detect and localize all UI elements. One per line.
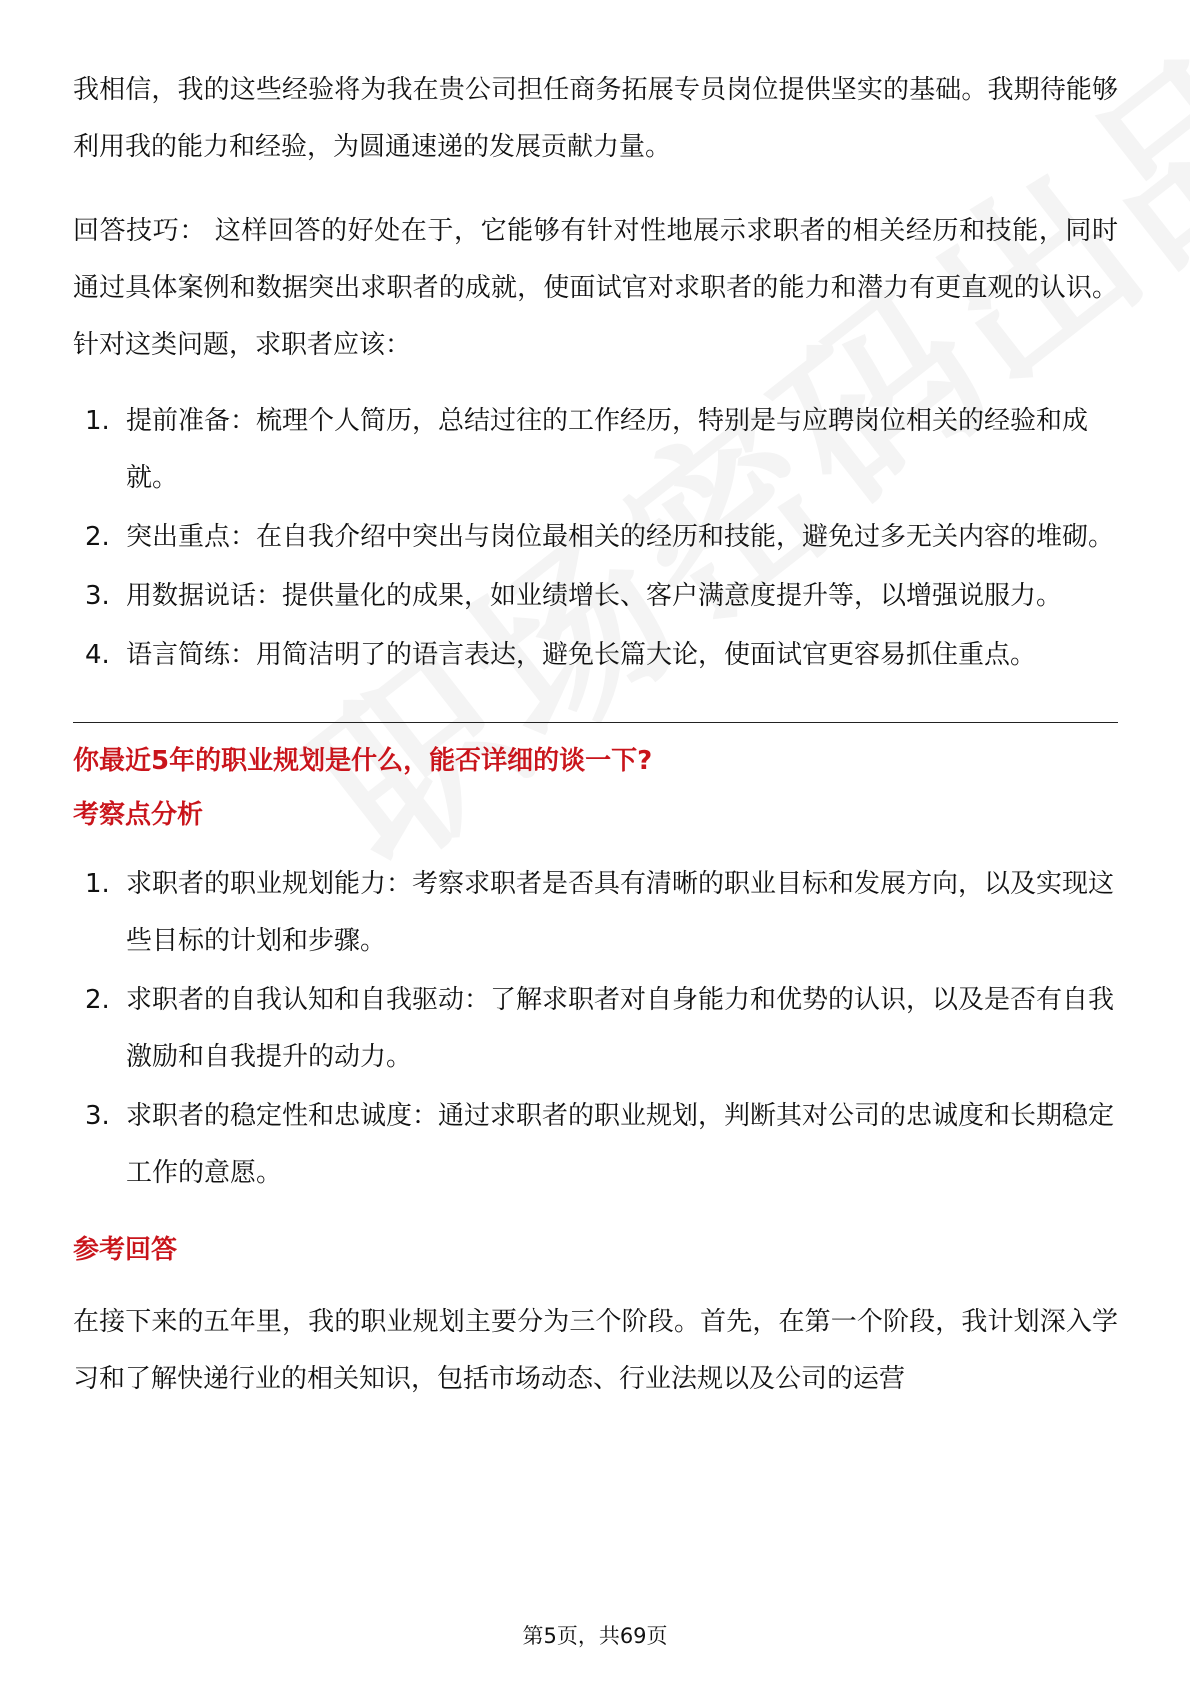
tips-list [73,393,1118,684]
list-number: 3. [85,1101,110,1131]
list-item [73,568,1118,625]
list-item [73,1088,1118,1202]
list-item [73,856,1118,970]
list-item-text: 突出重点：在自我介绍中突出与岗位最相关的经历和技能，避免过多无关内容的堆砌。 [126,522,1115,552]
list-item-text: 求职者的职业规划能力：考察求职者是否具有清晰的职业目标和发展方向，以及实现这些目标的计划和步骤。 [126,869,1115,956]
list-item-text: 语言简练：用简洁明了的语言表达，避免长篇大论，使面试官更容易抓住重点。 [126,640,1037,670]
document-page [73,62,1118,1408]
list-number: 1. [85,869,110,899]
list-number: 3. [85,581,110,611]
list-item-text: 求职者的自我认知和自我驱动：了解求职者对自身能力和优势的认识，以及是否有自我激励和自我提升的动力。 [126,985,1115,1072]
list-number: 4. [85,640,110,670]
answer-title: 参考回答 [73,1235,178,1265]
list-number: 2. [85,985,110,1015]
list-item-text: 求职者的稳定性和忠诚度：通过求职者的职业规划，判断其对公司的忠诚度和长期稳定工作的意愿。 [126,1101,1115,1188]
section-divider [73,722,1118,723]
list-number: 1. [85,406,110,436]
list-item [73,972,1118,1086]
analysis-list [73,856,1118,1202]
list-item [73,393,1118,507]
question-heading: 你最近5年的职业规划是什么，能否详细的谈一下? [73,746,653,776]
list-item [73,509,1118,566]
page-number-footer: 第5页，共69页 [522,1624,668,1648]
tips-paragraph: 回答技巧： 这样回答的好处在于，它能够有针对性地展示求职者的相关经历和技能，同时通过具体案例和数据突出求职者的成就，使面试官对求职者的能力和潜力有更直观的认识。针对这类问题，求职者应该： [73,216,1118,360]
analysis-title: 考察点分析 [73,800,204,830]
intro-paragraph: 我相信，我的这些经验将为我在贵公司担任商务拓展专员岗位提供坚实的基础。我期待能够利用我的能力和经验，为圆通速递的发展贡献力量。 [73,75,1118,162]
list-number: 2. [85,522,110,552]
list-item-text: 提前准备：梳理个人简历，总结过往的工作经历，特别是与应聘岗位相关的经验和成就。 [126,406,1089,493]
answer-paragraph: 在接下来的五年里，我的职业规划主要分为三个阶段。首先，在第一个阶段，我计划深入学习和了解快递行业的相关知识，包括市场动态、行业法规以及公司的运营 [73,1307,1118,1394]
list-item-text: 用数据说话：提供量化的成果，如业绩增长、客户满意度提升等，以增强说服力。 [126,581,1063,611]
list-item [73,627,1118,684]
